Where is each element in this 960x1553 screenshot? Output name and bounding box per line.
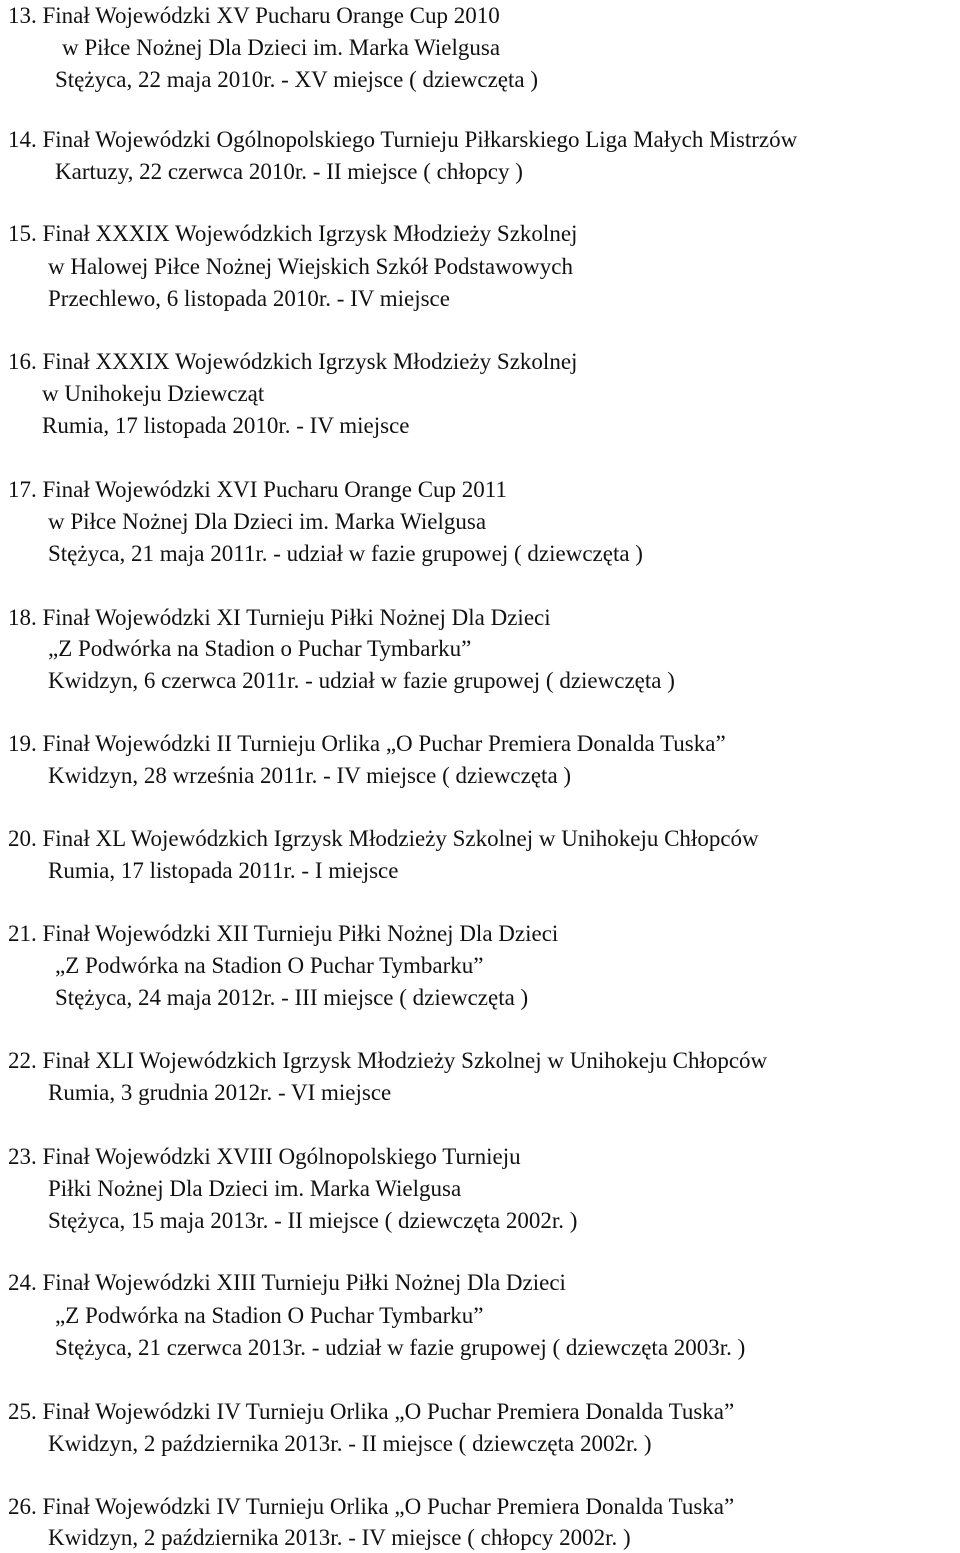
entry-line: Rumia, 3 grudnia 2012r. - VI miejsce: [48, 1080, 392, 1105]
entry-line: Kwidzyn, 6 czerwca 2011r. - udział w fazie grupowej ( dziewczęta ): [48, 668, 675, 693]
entry-25-title: [8, 1400, 734, 1423]
entry-number: 13.: [8, 3, 37, 28]
entry-number: 26.: [8, 1494, 37, 1519]
entry-26-title: [8, 1495, 734, 1518]
entry-line: Finał Wojewódzki XI Turnieju Piłki Nożnej Dla Dzieci: [42, 605, 551, 630]
entry-line: Kartuzy, 22 czerwca 2010r. - II miejsce ( chłopcy ): [55, 159, 523, 184]
entry-line: „Z Podwórka na Stadion o Puchar Tymbarku”: [48, 636, 472, 661]
entry-line: Rumia, 17 listopada 2010r. - IV miejsce: [42, 413, 410, 438]
entry-line: Piłki Nożnej Dla Dzieci im. Marka Wielgusa: [48, 1176, 462, 1201]
entry-21-title: [8, 922, 558, 945]
entry-line: Finał Wojewódzki IV Turnieju Orlika „O Puchar Premiera Donalda Tuska”: [42, 1399, 735, 1424]
entry-16-title: [8, 350, 577, 373]
entry-line: Finał Wojewódzki XVIII Ogólnopolskiego Turnieju: [42, 1144, 521, 1169]
entry-line: Finał Wojewódzki XV Pucharu Orange Cup 2010: [42, 3, 500, 28]
entry-number: 24.: [8, 1270, 37, 1295]
entry-line: Stężyca, 21 maja 2011r. - udział w fazie grupowej ( dziewczęta ): [48, 541, 643, 566]
entry-number: 17.: [8, 477, 37, 502]
entry-number: 21.: [8, 921, 37, 946]
entry-line: Finał Wojewódzki XIII Turnieju Piłki Nożnej Dla Dzieci: [42, 1270, 566, 1295]
entry-line: Kwidzyn, 2 października 2013r. - II miejsce ( dziewczęta 2002r. ): [48, 1431, 652, 1456]
entry-line: Stężyca, 15 maja 2013r. - II miejsce ( dziewczęta 2002r. ): [48, 1208, 578, 1233]
entry-line: Finał XLI Wojewódzkich Igrzysk Młodzieży Szkolnej w Unihokeju Chłopców: [42, 1048, 768, 1073]
entry-20-title: [8, 827, 759, 850]
entry-line: Finał XXXIX Wojewódzkich Igrzysk Młodzieży Szkolnej: [42, 349, 578, 374]
entry-number: 22.: [8, 1048, 37, 1073]
entry-line: w Unihokeju Dziewcząt: [42, 381, 265, 406]
entry-number: 20.: [8, 826, 37, 851]
entry-line: Kwidzyn, 2 października 2013r. - IV miejsce ( chłopcy 2002r. ): [48, 1525, 631, 1550]
entry-number: 19.: [8, 731, 37, 756]
entry-line: Finał XL Wojewódzkich Igrzysk Młodzieży Szkolnej w Unihokeju Chłopców: [42, 826, 759, 851]
entry-18-title: [8, 606, 551, 629]
entry-line: Przechlewo, 6 listopada 2010r. - IV miejsce: [48, 286, 450, 311]
entry-number: 15.: [8, 221, 37, 246]
entry-15-title: [8, 222, 577, 245]
entry-line: Kwidzyn, 28 września 2011r. - IV miejsce ( dziewczęta ): [48, 763, 572, 788]
entry-19-title: [8, 732, 726, 755]
entry-line: Stężyca, 21 czerwca 2013r. - udział w fazie grupowej ( dziewczęta 2003r. ): [55, 1335, 746, 1360]
entry-number: 23.: [8, 1144, 37, 1169]
entry-line: Finał Wojewódzki II Turnieju Orlika „O Puchar Premiera Donalda Tuska”: [42, 731, 726, 756]
entry-line: w Halowej Piłce Nożnej Wiejskich Szkół Podstawowych: [48, 254, 574, 279]
entry-line: Stężyca, 22 maja 2010r. - XV miejsce ( dziewczęta ): [55, 67, 539, 92]
entry-number: 25.: [8, 1399, 37, 1424]
entry-line: w Piłce Nożnej Dla Dzieci im. Marka Wielgusa: [62, 35, 501, 60]
entry-number: 16.: [8, 349, 37, 374]
entry-line: w Piłce Nożnej Dla Dzieci im. Marka Wielgusa: [48, 509, 487, 534]
entry-17-title: [8, 478, 507, 501]
entry-line: Finał Wojewódzki Ogólnopolskiego Turnieju Piłkarskiego Liga Małych Mistrzów: [42, 127, 798, 152]
entry-line: Stężyca, 24 maja 2012r. - III miejsce ( dziewczęta ): [55, 985, 529, 1010]
entry-23-title: [8, 1145, 521, 1168]
entry-22-title: [8, 1049, 767, 1072]
entry-line: Finał XXXIX Wojewódzkich Igrzysk Młodzieży Szkolnej: [42, 221, 578, 246]
entry-13-title: [8, 4, 500, 27]
entry-line: Finał Wojewódzki XVI Pucharu Orange Cup 2011: [42, 477, 507, 502]
entry-24-title: [8, 1271, 566, 1294]
entry-number: 14.: [8, 127, 37, 152]
entry-line: Finał Wojewódzki IV Turnieju Orlika „O Puchar Premiera Donalda Tuska”: [42, 1494, 735, 1519]
entry-line: „Z Podwórka na Stadion O Puchar Tymbarku”: [55, 953, 484, 978]
entry-line: Rumia, 17 listopada 2011r. - I miejsce: [48, 858, 399, 883]
entry-line: Finał Wojewódzki XII Turnieju Piłki Nożnej Dla Dzieci: [42, 921, 559, 946]
entry-line: „Z Podwórka na Stadion O Puchar Tymbarku”: [55, 1303, 484, 1328]
entry-14-title: [8, 128, 797, 151]
entry-number: 18.: [8, 605, 37, 630]
